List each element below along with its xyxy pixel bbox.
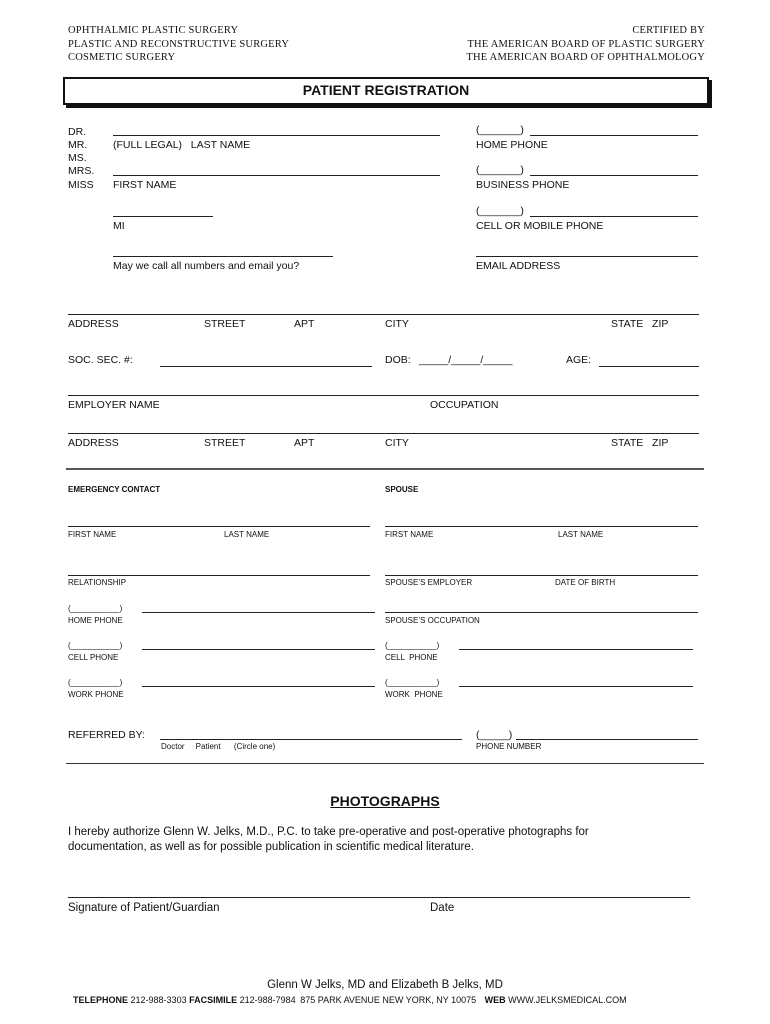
first-name-field[interactable] <box>113 175 440 176</box>
footer-contact <box>73 995 627 1005</box>
spouse-employer-field[interactable] <box>385 575 698 576</box>
age-label: AGE: <box>566 354 592 366</box>
emergency-heading: EMERGENCY CONTACT <box>68 485 161 494</box>
telephone-number: 212-988-3303 <box>130 995 187 1005</box>
practice-specialty-1: OPHTHALMIC PLASTIC SURGERY <box>68 25 239 36</box>
spouse-occupation-field[interactable] <box>385 612 698 613</box>
certified-by: CERTIFIED BY <box>632 25 705 36</box>
spouse-cell-field[interactable] <box>459 649 693 650</box>
age-field[interactable] <box>599 366 699 367</box>
ssn-label: SOC. SEC. #: <box>68 354 133 366</box>
city2-label: CITY <box>385 437 409 449</box>
street2-label: STREET <box>204 437 246 449</box>
ssn-field[interactable] <box>160 366 372 367</box>
signature-field[interactable] <box>68 897 690 898</box>
call-consent-label: May we call all numbers and email you? <box>113 260 300 272</box>
web-label: WEB <box>484 995 506 1005</box>
emergency-first-label: FIRST NAME <box>68 530 117 539</box>
state-zip-label: STATE ZIP <box>611 318 669 330</box>
last-name-label: (FULL LEGAL) LAST NAME <box>113 139 251 151</box>
facsimile-label: FACSIMILE <box>189 995 238 1005</box>
emergency-cell-field[interactable] <box>142 649 375 650</box>
first-name-label: FIRST NAME <box>113 179 177 191</box>
spouse-work-label: WORK PHONE <box>385 690 443 699</box>
address2-label: ADDRESS <box>68 437 119 449</box>
referred-by-circle-options[interactable]: Doctor Patient (Circle one) <box>161 742 276 751</box>
home-phone-field[interactable] <box>530 135 698 136</box>
spouse-first-label: FIRST NAME <box>385 530 434 539</box>
certification-ophthalmology: THE AMERICAN BOARD OF OPHTHALMOLOGY <box>466 52 705 63</box>
office-address: 875 PARK AVENUE NEW YORK, NY 10075 <box>300 995 477 1005</box>
salutation-mrs[interactable]: MRS. <box>68 165 95 177</box>
address-field[interactable] <box>68 314 699 315</box>
spouse-cell-area[interactable]: (___________) <box>385 641 440 650</box>
cell-phone-field[interactable] <box>530 216 698 217</box>
emergency-home-area[interactable]: (___________) <box>68 604 123 613</box>
signature-label: Signature of Patient/Guardian <box>68 902 220 914</box>
call-consent-field[interactable] <box>113 256 333 257</box>
salutation-dr[interactable]: DR. <box>68 126 87 138</box>
emergency-home-label: HOME PHONE <box>68 616 123 625</box>
spouse-name-field[interactable] <box>385 526 698 527</box>
dob-label: DOB: <box>385 354 411 366</box>
cell-phone-area[interactable]: (_______) <box>476 205 524 217</box>
apt-label: APT <box>294 318 315 330</box>
emergency-name-field[interactable] <box>68 526 370 527</box>
salutation-mr[interactable]: MR. <box>68 139 88 151</box>
spouse-work-area[interactable]: (___________) <box>385 678 440 687</box>
home-phone-area[interactable]: (_______) <box>476 124 524 136</box>
spouse-occupation-label: SPOUSE’S OCCUPATION <box>385 616 480 625</box>
business-phone-field[interactable] <box>530 175 698 176</box>
referred-by-field[interactable] <box>160 739 462 740</box>
photographs-heading: PHOTOGRAPHS <box>330 793 440 809</box>
photo-consent-line-1: I hereby authorize Glenn W. Jelks, M.D., P.C. to take pre-operative and post-operative photographs for <box>68 826 589 838</box>
spouse-dob-label: DATE OF BIRTH <box>555 578 616 587</box>
emergency-last-label: LAST NAME <box>224 530 270 539</box>
address-label: ADDRESS <box>68 318 119 330</box>
referral-phone-label: PHONE NUMBER <box>476 742 542 751</box>
spouse-last-label: LAST NAME <box>558 530 604 539</box>
spouse-employer-label: SPOUSE’S EMPLOYER <box>385 578 473 587</box>
section-divider-2 <box>66 763 704 764</box>
practice-specialty-2: PLASTIC AND RECONSTRUCTIVE SURGERY <box>68 39 290 50</box>
telephone-label: TELEPHONE <box>73 995 129 1005</box>
page-title: PATIENT REGISTRATION <box>302 82 470 98</box>
practice-specialty-3: COSMETIC SURGERY <box>68 52 176 63</box>
certification-plastic: THE AMERICAN BOARD OF PLASTIC SURGERY <box>467 39 705 50</box>
section-divider <box>66 468 704 470</box>
web-address[interactable]: WWW.JELKSMEDICAL.COM <box>508 995 627 1005</box>
emergency-work-area[interactable]: (___________) <box>68 678 123 687</box>
email-field[interactable] <box>476 256 698 257</box>
spouse-heading: SPOUSE <box>385 485 419 494</box>
last-name-field[interactable] <box>113 135 440 136</box>
occupation-label: OCCUPATION <box>430 399 499 411</box>
email-label: EMAIL ADDRESS <box>476 260 561 272</box>
doctors-names: Glenn W Jelks, MD and Elizabeth B Jelks, MD <box>267 979 503 991</box>
salutation-ms[interactable]: MS. <box>68 152 87 164</box>
mi-label: MI <box>113 220 125 232</box>
state-zip2-label: STATE ZIP <box>611 437 669 449</box>
business-phone-label: BUSINESS PHONE <box>476 179 570 191</box>
city-label: CITY <box>385 318 409 330</box>
facsimile-number: 212-988-7984 <box>239 995 296 1005</box>
emergency-cell-label: CELL PHONE <box>68 653 119 662</box>
home-phone-label: HOME PHONE <box>476 139 548 151</box>
emergency-work-field[interactable] <box>142 686 375 687</box>
business-phone-area[interactable]: (_______) <box>476 164 524 176</box>
referred-by-label: REFERRED BY: <box>68 729 146 741</box>
employer-address-field[interactable] <box>68 433 699 434</box>
emergency-cell-area[interactable]: (___________) <box>68 641 123 650</box>
employer-label: EMPLOYER NAME <box>68 399 160 411</box>
date-label: Date <box>430 902 455 914</box>
emergency-work-label: WORK PHONE <box>68 690 124 699</box>
relationship-label: RELATIONSHIP <box>68 578 127 587</box>
title-box <box>63 77 709 105</box>
emergency-home-field[interactable] <box>142 612 375 613</box>
spouse-cell-label: CELL PHONE <box>385 653 438 662</box>
spouse-work-field[interactable] <box>459 686 693 687</box>
dob-field[interactable]: _____/_____/_____ <box>419 354 513 366</box>
salutation-miss[interactable]: MISS <box>68 179 94 191</box>
cell-phone-label: CELL OR MOBILE PHONE <box>476 220 604 232</box>
referral-phone-area[interactable]: (_____) <box>476 729 513 741</box>
apt2-label: APT <box>294 437 315 449</box>
employer-field[interactable] <box>68 395 699 396</box>
photo-consent-line-2: documentation, as well as for possible publication in scientific medical literature. <box>68 841 474 853</box>
mi-field[interactable] <box>113 216 213 217</box>
referral-phone-field[interactable] <box>516 739 698 740</box>
street-label: STREET <box>204 318 246 330</box>
relationship-field[interactable] <box>68 575 370 576</box>
